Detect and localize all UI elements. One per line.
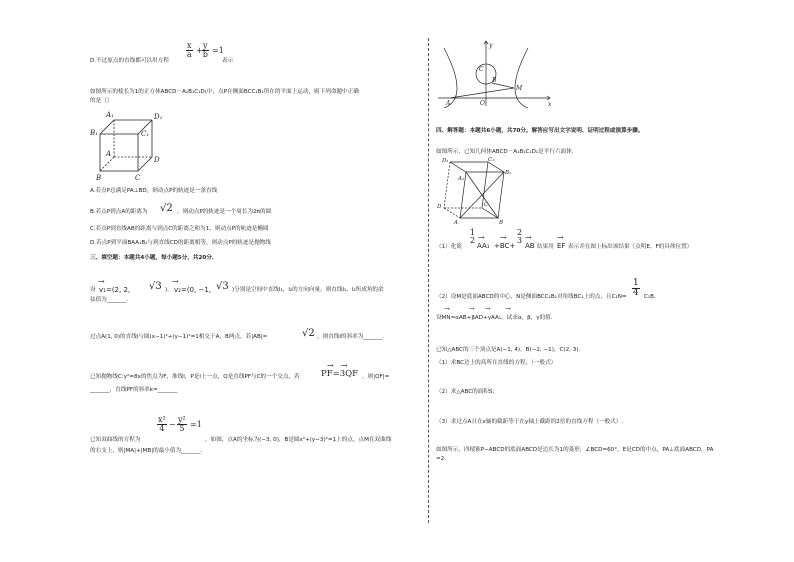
parallelepiped-figure bbox=[436, 156, 516, 224]
hyperbola-figure bbox=[434, 38, 556, 108]
cube-label-a1: A₁ bbox=[106, 111, 114, 119]
d-equals-one: =1 bbox=[212, 46, 224, 55]
q1-two-thirds-fraction: 2 3 bbox=[517, 228, 523, 245]
fill1-v2: v₂=(0, −1, bbox=[174, 286, 211, 294]
cube-label-d1: D₁ bbox=[154, 113, 163, 121]
hyper-label-b: B bbox=[492, 77, 497, 84]
ppd-label-d: D bbox=[437, 204, 442, 210]
option-d-text: D.不过原点的直线都可以用方程 bbox=[90, 58, 169, 64]
ppd-label-a: A bbox=[454, 220, 458, 224]
option-c: C.若点P到直线AB的距离与到点C的距离之和为1，则动点P的轨迹是椭圆 bbox=[90, 226, 269, 232]
option-b-pre: B.若点P到点A的距离为 bbox=[90, 209, 148, 215]
ppd-label-c: C bbox=[484, 202, 489, 208]
q1-part1-end: 表示并在图上标出该结果（点明E，F的具体位置） bbox=[568, 244, 693, 250]
section3-heading: 三、填空题：本题共4小题，每小题5分，共20分. bbox=[90, 255, 214, 261]
q1-aa1: AA₁ bbox=[477, 242, 490, 250]
cube-label-d: D bbox=[154, 156, 160, 164]
q1-part2-quarter: $\frac{1}{4}$ bbox=[633, 278, 639, 298]
hyper-label-o: O bbox=[480, 100, 485, 107]
fill3-text: 已知抛物线C:y²=8x的焦点为F，准线l，P是l上一点，Q是直线PF与C的一个交点，若 bbox=[90, 374, 300, 380]
cube-figure bbox=[88, 106, 178, 182]
q2-part1: （1）求BC边上的高所在直线的方程；（一般式） bbox=[436, 360, 557, 366]
fill1-body: )分别是空间中直线l₁，l₂的方向向量，则直线l₁，l₂所成角的余 bbox=[232, 287, 384, 293]
option-d-suffix: 表示 bbox=[222, 58, 234, 64]
option-a: A.若点P总满足PA⊥BD，则动点P的轨迹是一条直线 bbox=[90, 188, 218, 194]
fill2-text: 过点A(1, 0)的直线l与圆(x−1)²+(y−1)²=1相交于A，B两点，若|AB|= bbox=[90, 334, 268, 340]
cube-label-c1: C₁ bbox=[141, 130, 150, 138]
fill4-end: 的右支上，则|MA|+|MB|的最小值为_______. bbox=[90, 448, 203, 454]
cube-label-c: C bbox=[135, 174, 141, 182]
hyper-label-m: M bbox=[516, 85, 523, 92]
cube-label-a: A bbox=[106, 150, 112, 158]
hyper-label-a: A bbox=[446, 100, 451, 107]
d-fraction-x-a: $\frac{x}{a}$ bbox=[186, 41, 192, 59]
option-b-sqrt2: √2 bbox=[160, 203, 173, 214]
cube-question-line2: 的是（） bbox=[90, 98, 113, 104]
q1-part2-text: （2）设M是底面ABCD的中心，N是侧面BCC₁B₁对角线BC₁上的点，且C₁N= bbox=[436, 294, 627, 300]
column-divider bbox=[428, 38, 429, 523]
q2-intro: 已知△ABC的三个顶点是A(−1, 4)，B(−2, −1)，C(2, 3). bbox=[436, 347, 581, 353]
fill1-end: 弦值为_______. bbox=[90, 297, 129, 303]
ppd-label-a1: A₁ bbox=[458, 176, 465, 182]
fill3-end: _______，直线PF的斜率k=_______ bbox=[90, 387, 178, 393]
d-fraction-y-b: $\frac{y}{b}$ bbox=[202, 41, 208, 59]
q1-intro: 如图所示，已知几何体ABCD－A₁B₁C₁D₁是平行六面体. bbox=[436, 149, 574, 155]
fill4-body: ，如图，点A的坐标为(−3, 0)，B是圆x²+(y−3)²=1上的点，点M在双曲线 bbox=[205, 437, 392, 443]
fill3-vector-eq: PF=3QF bbox=[321, 369, 359, 379]
cube-question-line1: 如图所示的棱长为1的正方体ABCD－A₁B₁C₁D₁中，点P在侧面BCC₁B₁所在的平面上运动，则下列命题中正确 bbox=[90, 89, 359, 95]
ppd-label-b: B bbox=[499, 220, 504, 224]
fill1-sqrt3a: √3 bbox=[149, 281, 162, 292]
ppd-label-c1: C₁ bbox=[488, 157, 495, 163]
q1-bc-plus: +BC+ bbox=[494, 242, 516, 250]
hyper-label-x: x bbox=[548, 101, 552, 108]
fill1-mid: )， bbox=[165, 287, 173, 293]
cube-label-b1: B₁ bbox=[90, 129, 98, 137]
fill4-prefix: 已知双曲线的方程为 bbox=[90, 437, 141, 443]
option-d-planes: D.若点P到平面BAA₁B₁与到直线CD的距离相等，则动点P的轨迹是抛物线 bbox=[90, 240, 271, 246]
q3-line1: 如图所示，四棱锥P−ABCD的底面ABCD是边长为1的菱形，∠BCD=60°，E是CD的中点，PA⊥底面ABCD，PA bbox=[436, 447, 714, 453]
section4-heading: 四、解答题：本题共6小题，共70分。解答应写出文字说明、证明过程或演算步骤。 bbox=[436, 128, 644, 134]
fill4-frac-y2-5: $\frac{\text{y²}}{5}$ bbox=[178, 415, 186, 433]
q1-part2-mn: 设MN=αAB+βAD+γAA₁，试求α，β，γ的值. bbox=[436, 315, 553, 321]
cube-label-b: B bbox=[96, 174, 102, 182]
option-b-post: ，则动点P的轨迹是一个周长为2π的圆 bbox=[177, 209, 272, 215]
q1-part1-prefix: （1）化简 bbox=[436, 244, 462, 250]
fill1-v1: v₁=(2, 2, bbox=[99, 286, 131, 294]
q3-line2: =2. bbox=[436, 456, 447, 462]
q2-part3: （3）求过点A且在x轴的截距等于在y轴上截距的2倍的直线方程（一般式）. bbox=[436, 419, 624, 425]
hyper-label-c: C bbox=[479, 66, 484, 73]
q1-ef: EF bbox=[557, 242, 566, 250]
q2-part2: （2）求△ABC的面积S； bbox=[436, 389, 499, 395]
fill2-end: ，则直线l的斜率为_______. bbox=[317, 334, 385, 340]
ppd-label-b1: B₁ bbox=[505, 170, 512, 176]
q1-part2-c1b: C₁B， bbox=[644, 294, 660, 300]
fill1-prefix: 设 bbox=[90, 287, 96, 293]
q1-half-fraction: 1 2 bbox=[470, 228, 476, 245]
fill1-sqrt3b: √3 bbox=[216, 281, 229, 292]
fill4-frac-x2-4: $\frac{\text{x²}}{4}$ bbox=[158, 415, 166, 433]
fill2-sqrt2: √2 bbox=[302, 328, 315, 339]
q1-part1-mid: 结果用 bbox=[537, 244, 554, 250]
fill4-equals-one: =1 bbox=[190, 420, 202, 429]
fill3-qf: ，则|QF|= bbox=[362, 374, 390, 380]
ppd-label-d1: D₁ bbox=[442, 158, 449, 164]
q1-ab: AB bbox=[525, 242, 535, 250]
hyper-label-y: y bbox=[489, 42, 493, 49]
